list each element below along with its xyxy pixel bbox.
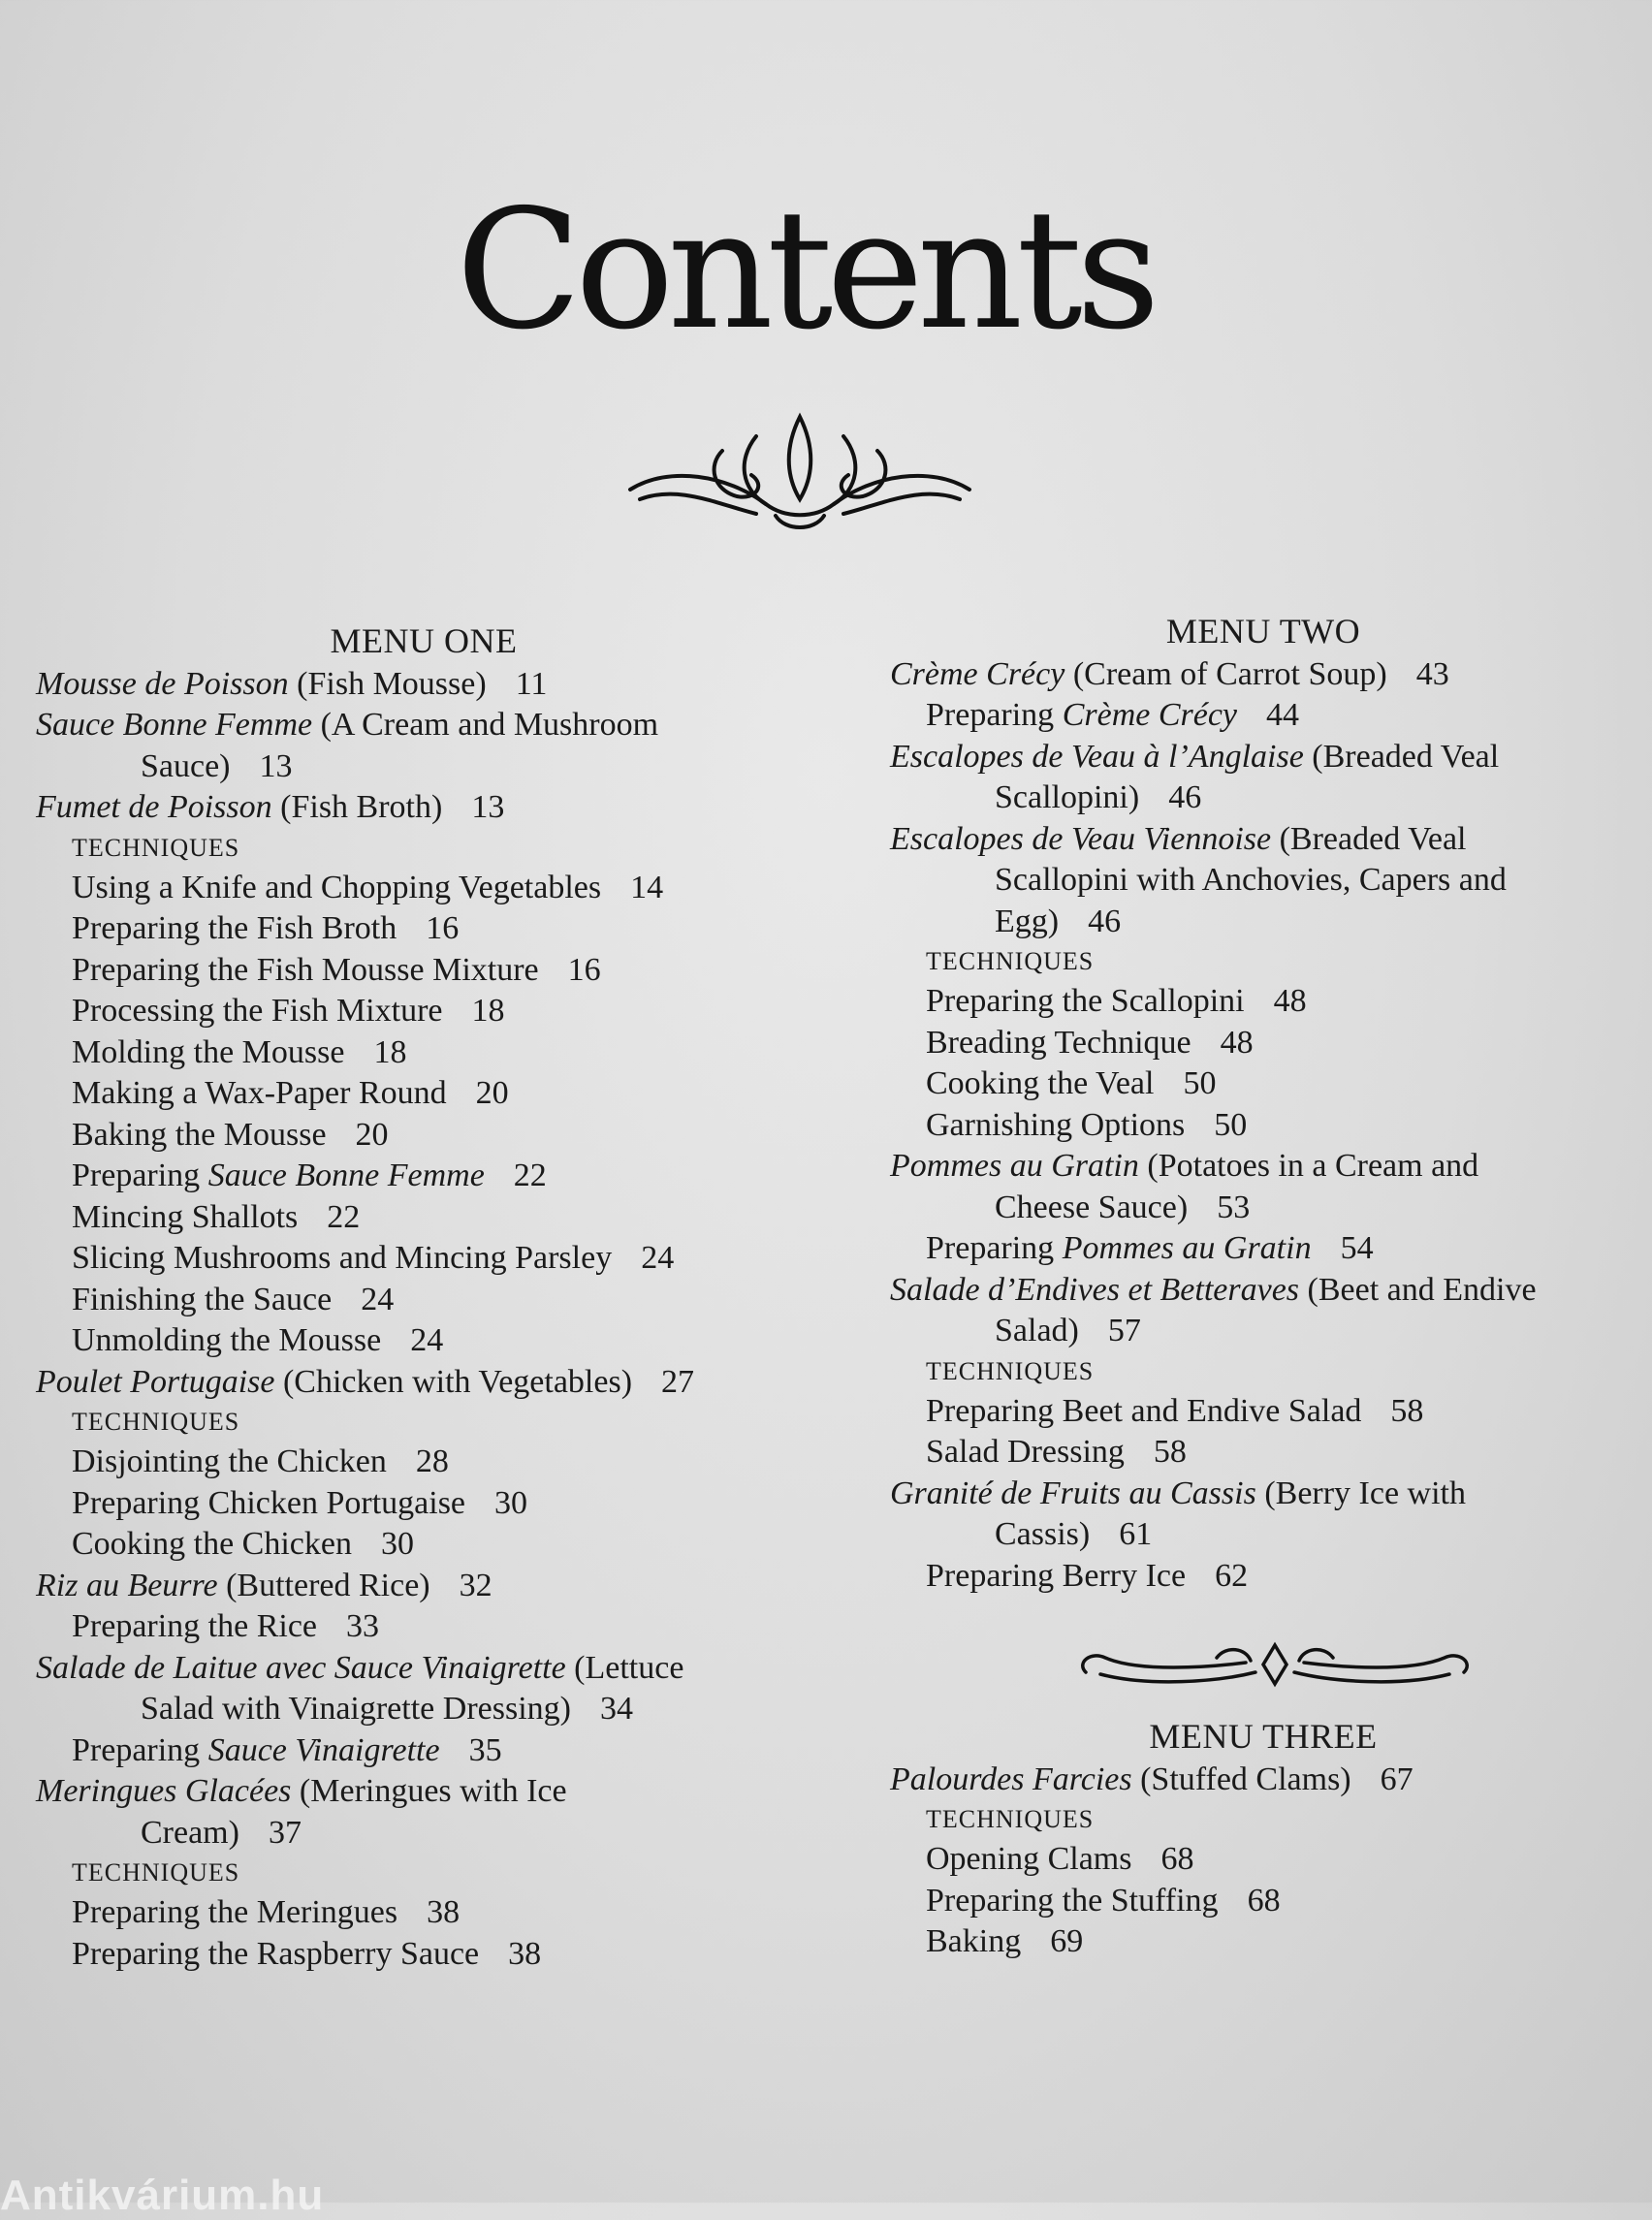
dish-title: Granité de Fruits au Cassis [890,1475,1256,1511]
entry-text: Baking the Mousse [72,1116,327,1153]
page-number: 57 [1107,1313,1141,1348]
technique-item[interactable] [890,1105,1636,1147]
entry-text: Unmolding the Mousse [72,1322,382,1358]
technique-item[interactable] [36,1892,811,1934]
dish-title: Palourdes Farcies [890,1760,1132,1797]
page-number: 53 [1217,1189,1251,1225]
ornament-flourish-icon [620,407,979,543]
entry-text: Baking [926,1923,1022,1959]
techniques-label: TECHNIQUES [72,1858,240,1887]
technique-item[interactable] [890,1556,1636,1598]
dish-title: Mousse de Poisson [36,665,289,702]
page-number: 54 [1340,1230,1374,1266]
entry-text: Preparing the Raspberry Sauce [72,1935,480,1972]
entry-text [36,1813,811,1855]
entry-text: Salad with Vinaigrette Dressing) [141,1691,571,1727]
entry-text: Preparing Beet and Endive Salad [926,1392,1362,1429]
toc-entry[interactable] [890,1146,1636,1228]
watermark: Antikvárium.hu [0,2172,325,2219]
page-number: 58 [1153,1434,1187,1470]
dish-title: Riz au Beurre [36,1567,218,1603]
entry-text: Cooking the Veal [926,1065,1155,1101]
technique-item[interactable] [890,695,1636,737]
entry-text: Cheese Sauce) [995,1189,1189,1225]
entry-text [890,777,1636,819]
toc-entry[interactable] [36,1771,811,1854]
entry-text: Preparing the Scallopini [926,983,1245,1019]
toc-entry[interactable] [36,1566,811,1607]
technique-item[interactable] [36,1483,811,1525]
technique-item[interactable] [36,1934,811,1976]
toc-entry[interactable] [36,664,811,706]
entry-text: Preparing the Fish Broth [72,910,397,946]
technique-item[interactable] [36,1442,811,1483]
dish-title: Fumet de Poisson [36,789,272,825]
toc-entry[interactable] [890,1760,1636,1801]
page-number: 48 [1273,983,1307,1019]
technique-item[interactable] [890,1432,1636,1474]
entry-text: Breading Technique [926,1024,1191,1061]
dish-title: Pommes au Gratin [890,1148,1139,1184]
entry-text: Preparing [72,1158,201,1193]
entry-text: (Meringues with Ice [299,1773,567,1809]
technique-item[interactable] [890,1921,1636,1963]
technique-item[interactable] [36,1032,811,1074]
entry-text: Finishing the Sauce [72,1281,333,1317]
technique-item[interactable] [36,1280,811,1321]
entry-text: (Cream of Carrot Soup) [1072,655,1387,692]
page-number: 46 [1168,779,1202,815]
page-number: 38 [508,1935,542,1972]
entry-text: Mincing Shallots [72,1198,299,1235]
dish-title: Sauce Bonne Femme [36,707,313,743]
page-number: 62 [1215,1557,1249,1594]
page-number: 30 [380,1526,414,1562]
dish-title: Salade de Laitue avec Sauce Vinaigrette [36,1649,566,1686]
page-number: 24 [641,1240,675,1276]
menu-two-column [890,611,1636,1597]
technique-item[interactable] [890,981,1636,1023]
toc-entry[interactable] [36,705,811,787]
page-number: 18 [373,1033,407,1070]
entry-text: (Chicken with Vegetables) [282,1363,633,1400]
page-number: 38 [427,1894,461,1930]
entry-text: Preparing the Fish Mousse Mixture [72,951,539,988]
entry-text: Preparing the Meringues [72,1894,398,1930]
entry-text: (Beet and Endive [1307,1271,1537,1308]
entry-text: Scallopini with Anchovies, Capers and [995,862,1507,898]
entry-text: Cooking the Chicken [72,1526,352,1562]
dish-title: Crème Crécy [1062,697,1238,733]
page-number: 13 [259,747,293,784]
page-title: Contents [456,174,1154,366]
entry-text: Processing the Fish Mixture [72,993,443,1029]
technique-item[interactable] [36,991,811,1032]
technique-item[interactable] [36,868,811,909]
dish-title: Poulet Portugaise [36,1363,275,1400]
page-number: 34 [599,1691,633,1727]
entry-text: Molding the Mousse [72,1033,345,1070]
entry-text: (Breaded Veal [1312,738,1500,775]
page-number: 18 [471,993,505,1029]
page-number: 27 [661,1363,695,1400]
technique-item[interactable] [890,1881,1636,1922]
entry-text: Using a Knife and Chopping Vegetables [72,869,602,905]
toc-entry[interactable] [36,1362,811,1404]
menu-three-heading: MENU THREE [1149,1717,1378,1756]
dish-title: Escalopes de Veau Viennoise [890,820,1272,857]
entry-text: Salad) [995,1313,1079,1348]
technique-item[interactable] [36,1156,811,1197]
technique-item[interactable] [36,1524,811,1566]
entry-text: Preparing Berry Ice [926,1557,1187,1594]
technique-item[interactable] [36,1115,811,1157]
entry-text: Preparing [72,1731,201,1768]
entry-text: Sauce) [141,747,231,784]
technique-item[interactable] [36,1073,811,1115]
techniques-label: TECHNIQUES [72,1408,240,1436]
page-number: 28 [415,1443,449,1479]
entry-text: Garnishing Options [926,1106,1186,1143]
ornament-divider-icon [1071,1633,1478,1701]
technique-item[interactable] [36,1197,811,1239]
technique-item[interactable] [890,1228,1636,1270]
page-number: 37 [268,1814,302,1851]
entry-text: Slicing Mushrooms and Mincing Parsley [72,1240,613,1276]
menu-one-column [36,620,811,1975]
entry-text: Salad Dressing [926,1434,1125,1470]
dish-title: Meringues Glacées [36,1773,292,1809]
toc-entry[interactable] [890,737,1636,819]
entry-text: (Berry Ice with [1264,1475,1466,1511]
page-number: 58 [1390,1392,1424,1429]
page-number: 44 [1266,697,1300,733]
technique-item[interactable] [890,1023,1636,1064]
page-number: 16 [567,951,601,988]
entry-text: (Lettuce [574,1649,684,1686]
dish-title: Sauce Bonne Femme [207,1158,485,1193]
techniques-label: TECHNIQUES [926,1356,1095,1385]
entry-text [36,1689,811,1730]
toc-entry[interactable] [36,787,811,829]
entry-text: (Potatoes in a Cream and [1147,1148,1479,1184]
page-number: 22 [327,1198,361,1235]
technique-item[interactable] [36,1238,811,1280]
toc-entry[interactable] [890,1474,1636,1556]
page-number: 48 [1220,1024,1254,1061]
page-number: 50 [1183,1065,1217,1101]
toc-entry[interactable] [890,819,1636,943]
menu-two-heading: MENU TWO [1165,612,1361,650]
page-number: 35 [468,1731,502,1768]
entry-text: (Breaded Veal [1279,820,1467,857]
techniques-label: TECHNIQUES [926,1805,1095,1833]
page-number: 68 [1247,1882,1281,1919]
page-number: 24 [410,1322,444,1358]
technique-item[interactable] [890,1391,1636,1433]
menu-one-heading: MENU ONE [330,621,518,660]
technique-item[interactable] [36,1606,811,1648]
entry-text: Egg) [995,903,1060,939]
page-number: 11 [515,665,548,702]
page-number: 20 [475,1075,509,1111]
page-number: 50 [1214,1106,1248,1143]
technique-item[interactable] [36,1320,811,1362]
techniques-label: TECHNIQUES [926,947,1095,975]
technique-item[interactable] [36,908,811,950]
entry-text [36,746,811,788]
technique-item[interactable] [890,1839,1636,1881]
entry-text: (A Cream and Mushroom [320,707,659,743]
entry-text: (Stuffed Clams) [1140,1760,1351,1797]
entry-text: Preparing the Stuffing [926,1882,1219,1919]
entry-text: Cream) [141,1814,239,1851]
entry-text: Preparing the Rice [72,1608,318,1644]
dish-title: Salade d’Endives et Betteraves [890,1271,1300,1308]
entry-text: Disjointing the Chicken [72,1443,387,1479]
page-number: 69 [1050,1923,1084,1959]
entry-text [890,1188,1636,1229]
page-number: 32 [459,1567,492,1603]
page-number: 43 [1415,655,1449,692]
entry-text: Preparing [926,1230,1055,1266]
entry-text: (Buttered Rice) [226,1567,430,1603]
page-number: 67 [1380,1760,1414,1797]
page-number: 68 [1160,1841,1194,1877]
entry-text: Preparing [926,697,1055,733]
entry-text [890,1514,1636,1556]
page-number: 20 [355,1116,389,1153]
entry-text: Opening Clams [926,1841,1132,1877]
toc-entry[interactable] [890,1270,1636,1352]
entry-text: Making a Wax-Paper Round [72,1075,447,1111]
technique-item[interactable] [36,950,811,992]
page-number: 30 [494,1484,528,1521]
technique-item[interactable] [36,1730,811,1772]
page-number: 16 [426,910,460,946]
page-number: 22 [513,1158,547,1193]
page-number: 46 [1088,903,1122,939]
technique-item[interactable] [890,1063,1636,1105]
menu-three-column [890,1716,1636,1963]
dish-title: Crème Crécy [890,655,1065,692]
entry-text: (Fish Broth) [280,789,443,825]
entry-text: Preparing Chicken Portugaise [72,1484,466,1521]
entry-text: Cassis) [995,1516,1091,1552]
entry-text [890,1311,1636,1352]
toc-entry[interactable] [36,1648,811,1730]
entry-text [890,902,1636,943]
dish-title: Sauce Vinaigrette [207,1731,440,1768]
dish-title: Pommes au Gratin [1062,1230,1312,1266]
entry-text: Scallopini) [995,779,1140,815]
entry-text: (Fish Mousse) [297,665,487,702]
dish-title: Escalopes de Veau à l’Anglaise [890,738,1304,775]
page-number: 13 [471,789,505,825]
techniques-label: TECHNIQUES [72,833,240,862]
page-number: 24 [361,1281,395,1317]
toc-entry[interactable] [890,654,1636,696]
page-number: 33 [346,1608,380,1644]
page-number: 61 [1119,1516,1153,1552]
page-number: 14 [630,869,664,905]
